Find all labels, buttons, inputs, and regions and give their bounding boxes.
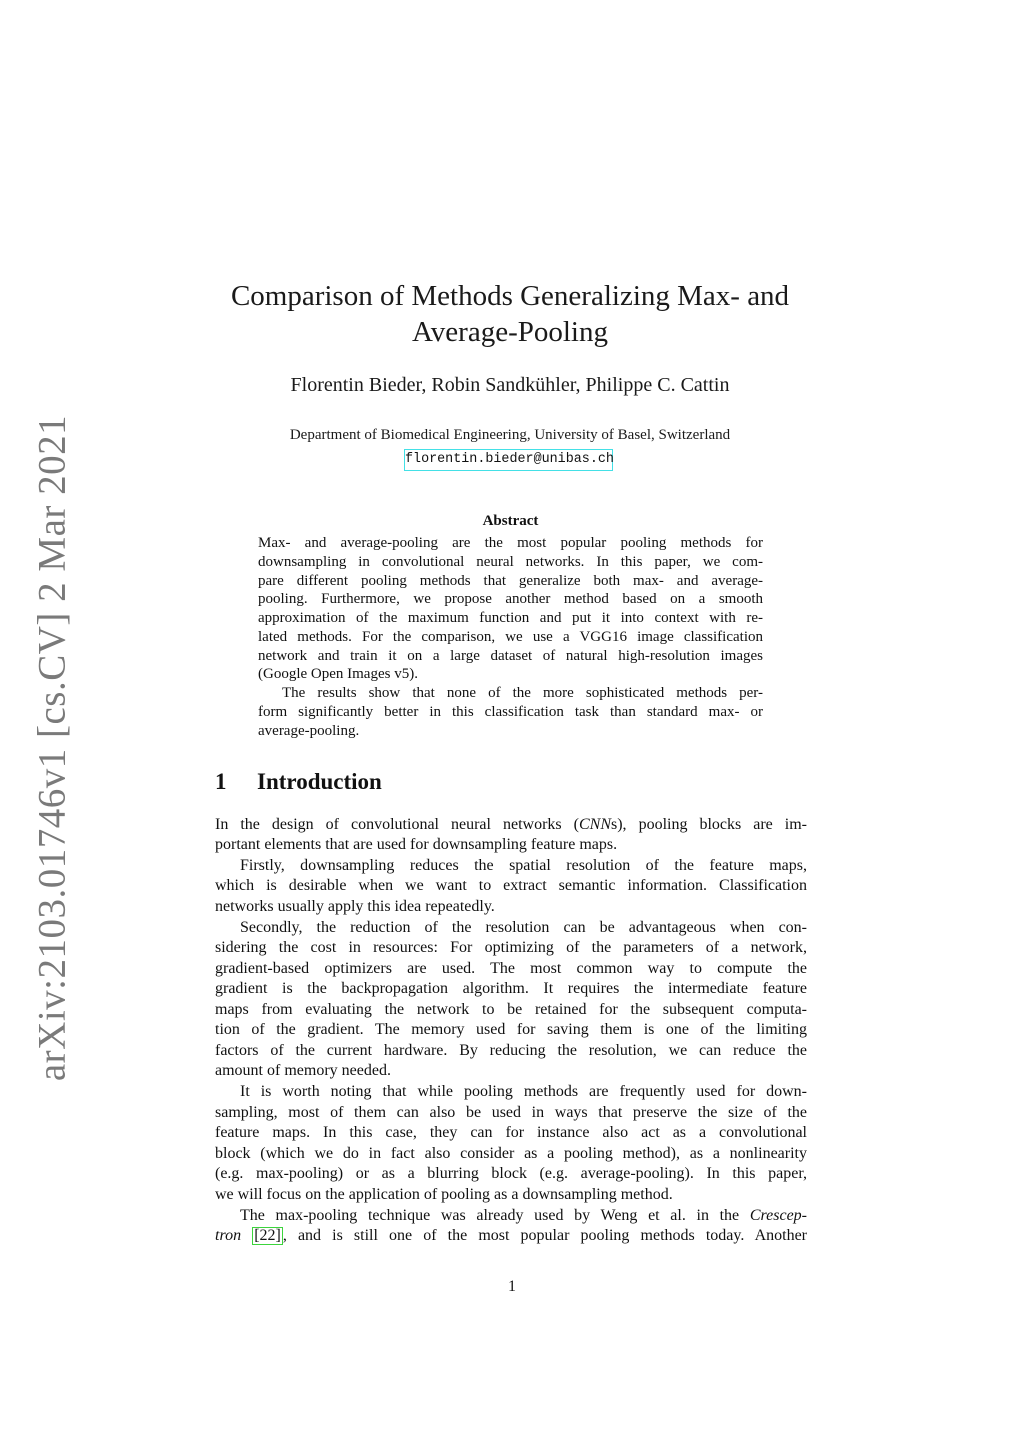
abstract-line: (Google Open Images v5). <box>258 666 418 682</box>
section-title: Introduction <box>257 769 382 794</box>
body-line: tion of the gradient. The memory used for saving them is one of the limiting <box>215 1021 807 1038</box>
body-line: It is worth noting that while pooling methods are frequently used for down- <box>240 1083 807 1100</box>
page-number: 1 <box>508 1278 516 1295</box>
body-text: The max-pooling technique was already used by Weng et al. in the <box>240 1207 750 1224</box>
citation-number: 22 <box>259 1227 276 1244</box>
body-line: factors of the current hardware. By reducing the resolution, we can reduce the <box>215 1042 807 1059</box>
body-line: gradient is the backpropagation algorithm. It requires the intermediate feature <box>215 980 807 997</box>
emphasis-text: Crescep- <box>749 1207 807 1224</box>
body-line: block (which we do in fact also consider as a pooling method), as a nonlinearity <box>215 1145 807 1162</box>
author-list: Florentin Bieder, Robin Sandkühler, Philippe C. Cattin <box>290 374 730 396</box>
body-line: Secondly, the reduction of the resolution can be advantageous when con- <box>240 919 807 936</box>
abstract-heading: Abstract <box>482 513 539 529</box>
title-line: Average-Pooling <box>412 316 608 348</box>
citation-link[interactable]: [22] <box>254 1227 281 1244</box>
emphasis-text: tron <box>215 1227 242 1244</box>
body-line <box>215 815 807 835</box>
abstract-line: lated methods. For the comparison, we use a VGG16 image classification <box>258 629 763 645</box>
body-text: In the design of convolutional neural networks ( <box>215 816 579 833</box>
body-line: maps from evaluating the network to be retained for the subsequent computa- <box>215 1001 807 1018</box>
body-line: networks usually apply this idea repeatedly. <box>215 898 495 915</box>
body-line: Firstly, downsampling reduces the spatial resolution of the feature maps, <box>240 857 807 874</box>
abstract-line: downsampling in convolutional neural networks. In this paper, we com- <box>258 554 763 570</box>
body-line: gradient-based optimizers are used. The most common way to compute the <box>215 960 807 977</box>
abstract-line: pare different pooling methods that generalize both max- and average- <box>258 573 763 589</box>
title-line: Comparison of Methods Generalizing Max- and <box>230 280 790 312</box>
abstract-line: average-pooling. <box>258 723 360 739</box>
abstract-line: The results show that none of the more sophisticated methods per- <box>282 685 763 701</box>
body-line: amount of memory needed. <box>215 1062 391 1079</box>
emphasis-text: CNN <box>578 816 611 833</box>
body-line <box>215 1206 807 1226</box>
section-heading <box>215 769 382 795</box>
section-number: 1 <box>215 769 227 794</box>
body-line <box>215 1226 807 1246</box>
body-line: sampling, most of them can also be used in ways that preserve the size of the <box>215 1104 807 1121</box>
body-line: feature maps. In this case, they can for instance also act as a convolutional <box>215 1124 807 1141</box>
abstract-line: pooling. Furthermore, we propose another method based on a smooth <box>258 591 763 607</box>
body-line: (e.g. max-pooling) or as a blurring block (e.g. average-pooling). In this paper, <box>215 1165 807 1182</box>
abstract-line: approximation of the maximum function and put it into context with re- <box>258 610 763 626</box>
abstract-line: network and train it on a large dataset of natural high-resolution images <box>258 648 763 664</box>
abstract-line: form significantly better in this classification task than standard max- or <box>258 704 763 720</box>
body-text: s), pooling blocks are im- <box>611 816 807 833</box>
body-line: we will focus on the application of pooling as a downsampling method. <box>215 1186 673 1203</box>
paper-title <box>212 278 808 350</box>
abstract-line: Max- and average-pooling are the most popular pooling methods for <box>258 535 763 551</box>
arxiv-stamp: arXiv:2103.01746v1 [cs.CV] 2 Mar 2021 <box>30 414 74 1082</box>
affiliation: Department of Biomedical Engineering, University of Basel, Switzerland <box>289 427 731 443</box>
email-link[interactable]: florentin.bieder@unibas.ch <box>404 449 613 471</box>
body-text: , and is still one of the most popular pooling methods today. Another <box>282 1227 807 1244</box>
body-line: which is desirable when we want to extract semantic information. Classification <box>215 877 807 894</box>
body-line: portant elements that are used for downsampling feature maps. <box>215 836 618 853</box>
body-line: sidering the cost in resources: For optimizing of the parameters of a network, <box>215 939 807 956</box>
